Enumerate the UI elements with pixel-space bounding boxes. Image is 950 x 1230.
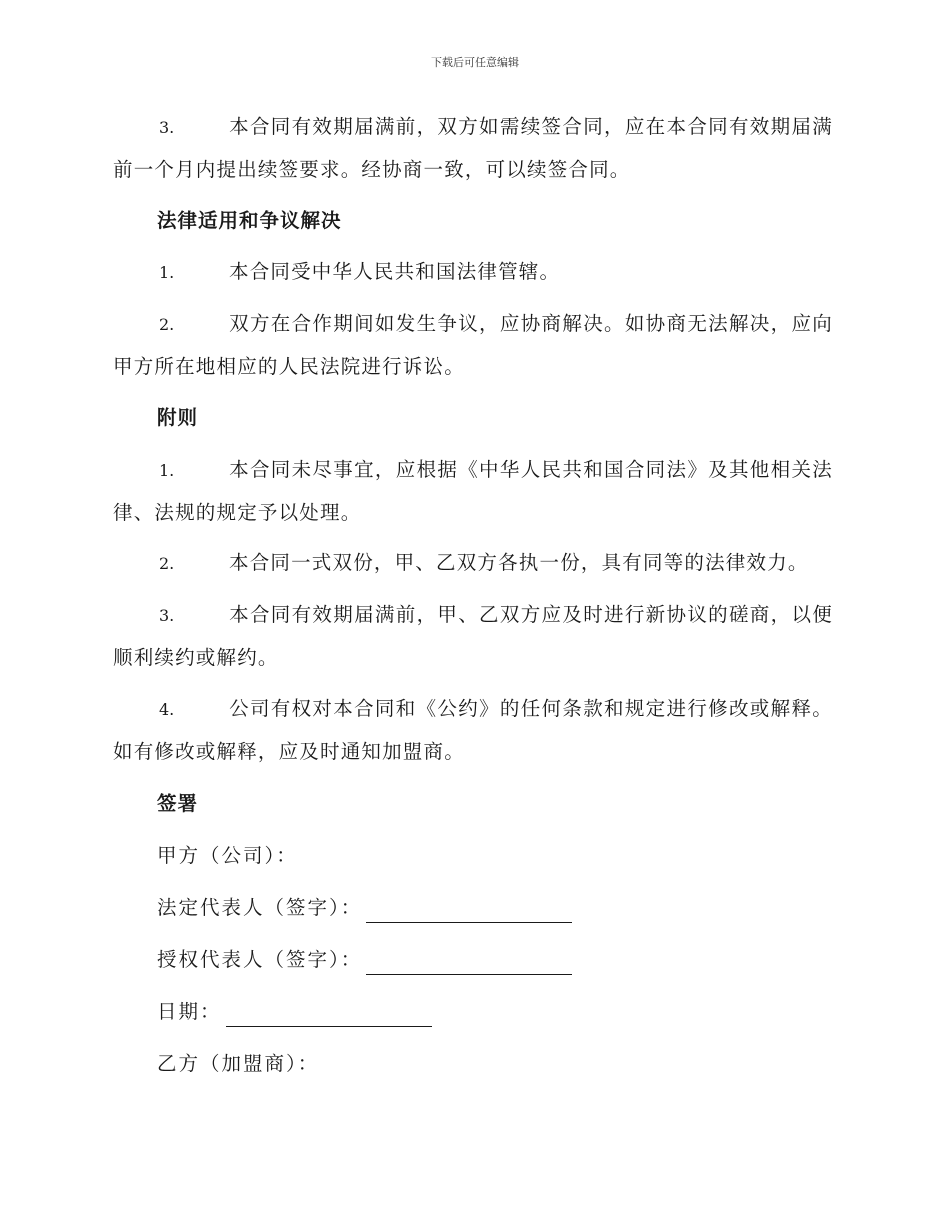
law-item-1 — [113, 251, 833, 294]
authorized-rep-label: 授权代表人（签字）： — [157, 948, 363, 971]
legal-rep-signature-line[interactable] — [366, 900, 572, 923]
party-b-label: 乙方（加盟商）： — [157, 1052, 320, 1075]
authorized-rep-signature-line[interactable] — [366, 952, 572, 975]
item-text: 本合同受中华人民共和国法律管辖。 — [229, 260, 561, 283]
date-line[interactable] — [226, 1004, 432, 1027]
term-item-3 — [113, 106, 833, 191]
item-number: 3. — [159, 118, 175, 137]
appendix-item-1 — [113, 449, 833, 534]
item-number: 2. — [159, 554, 175, 573]
appendix-item-2 — [113, 542, 833, 585]
item-number: 3. — [159, 606, 175, 625]
item-text: 本合同一式双份，甲、乙双方各执一份，具有同等的法律效力。 — [229, 551, 809, 574]
party-a-label: 甲方（公司）： — [157, 844, 298, 867]
item-text: 公司有权对本合同和《公约》的任何条款和规定进行修改或解释。如有修改或解释，应及时通知加盟商。 — [113, 697, 833, 763]
date-row — [157, 997, 432, 1027]
page-header: 下载后可任意编辑 — [431, 56, 519, 69]
section-title-law: 法律适用和争议解决 — [157, 209, 342, 232]
legal-rep-row — [157, 893, 572, 923]
item-number: 1. — [159, 263, 175, 282]
item-text: 本合同有效期届满前，甲、乙双方应及时进行新协议的磋商，以便顺利续约或解约。 — [113, 603, 833, 669]
appendix-item-4 — [113, 688, 833, 773]
section-title-appendix: 附则 — [157, 406, 199, 429]
item-text: 双方在合作期间如发生争议，应协商解决。如协商无法解决，应向甲方所在地相应的人民法院进行诉讼。 — [113, 312, 833, 378]
item-text: 本合同未尽事宜，应根据《中华人民共和国合同法》及其他相关法律、法规的规定予以处理。 — [113, 458, 833, 524]
date-label: 日期： — [157, 1000, 222, 1023]
item-number: 1. — [159, 461, 175, 480]
law-item-2 — [113, 303, 833, 388]
authorized-rep-row — [157, 945, 572, 975]
item-number: 4. — [159, 700, 175, 719]
section-title-signature: 签署 — [157, 792, 199, 815]
appendix-item-3 — [113, 594, 833, 679]
item-number: 2. — [159, 315, 175, 334]
item-text: 本合同有效期届满前，双方如需续签合同，应在本合同有效期届满前一个月内提出续签要求。经协商一致，可以续签合同。 — [113, 115, 833, 181]
legal-rep-label: 法定代表人（签字）： — [157, 896, 363, 919]
